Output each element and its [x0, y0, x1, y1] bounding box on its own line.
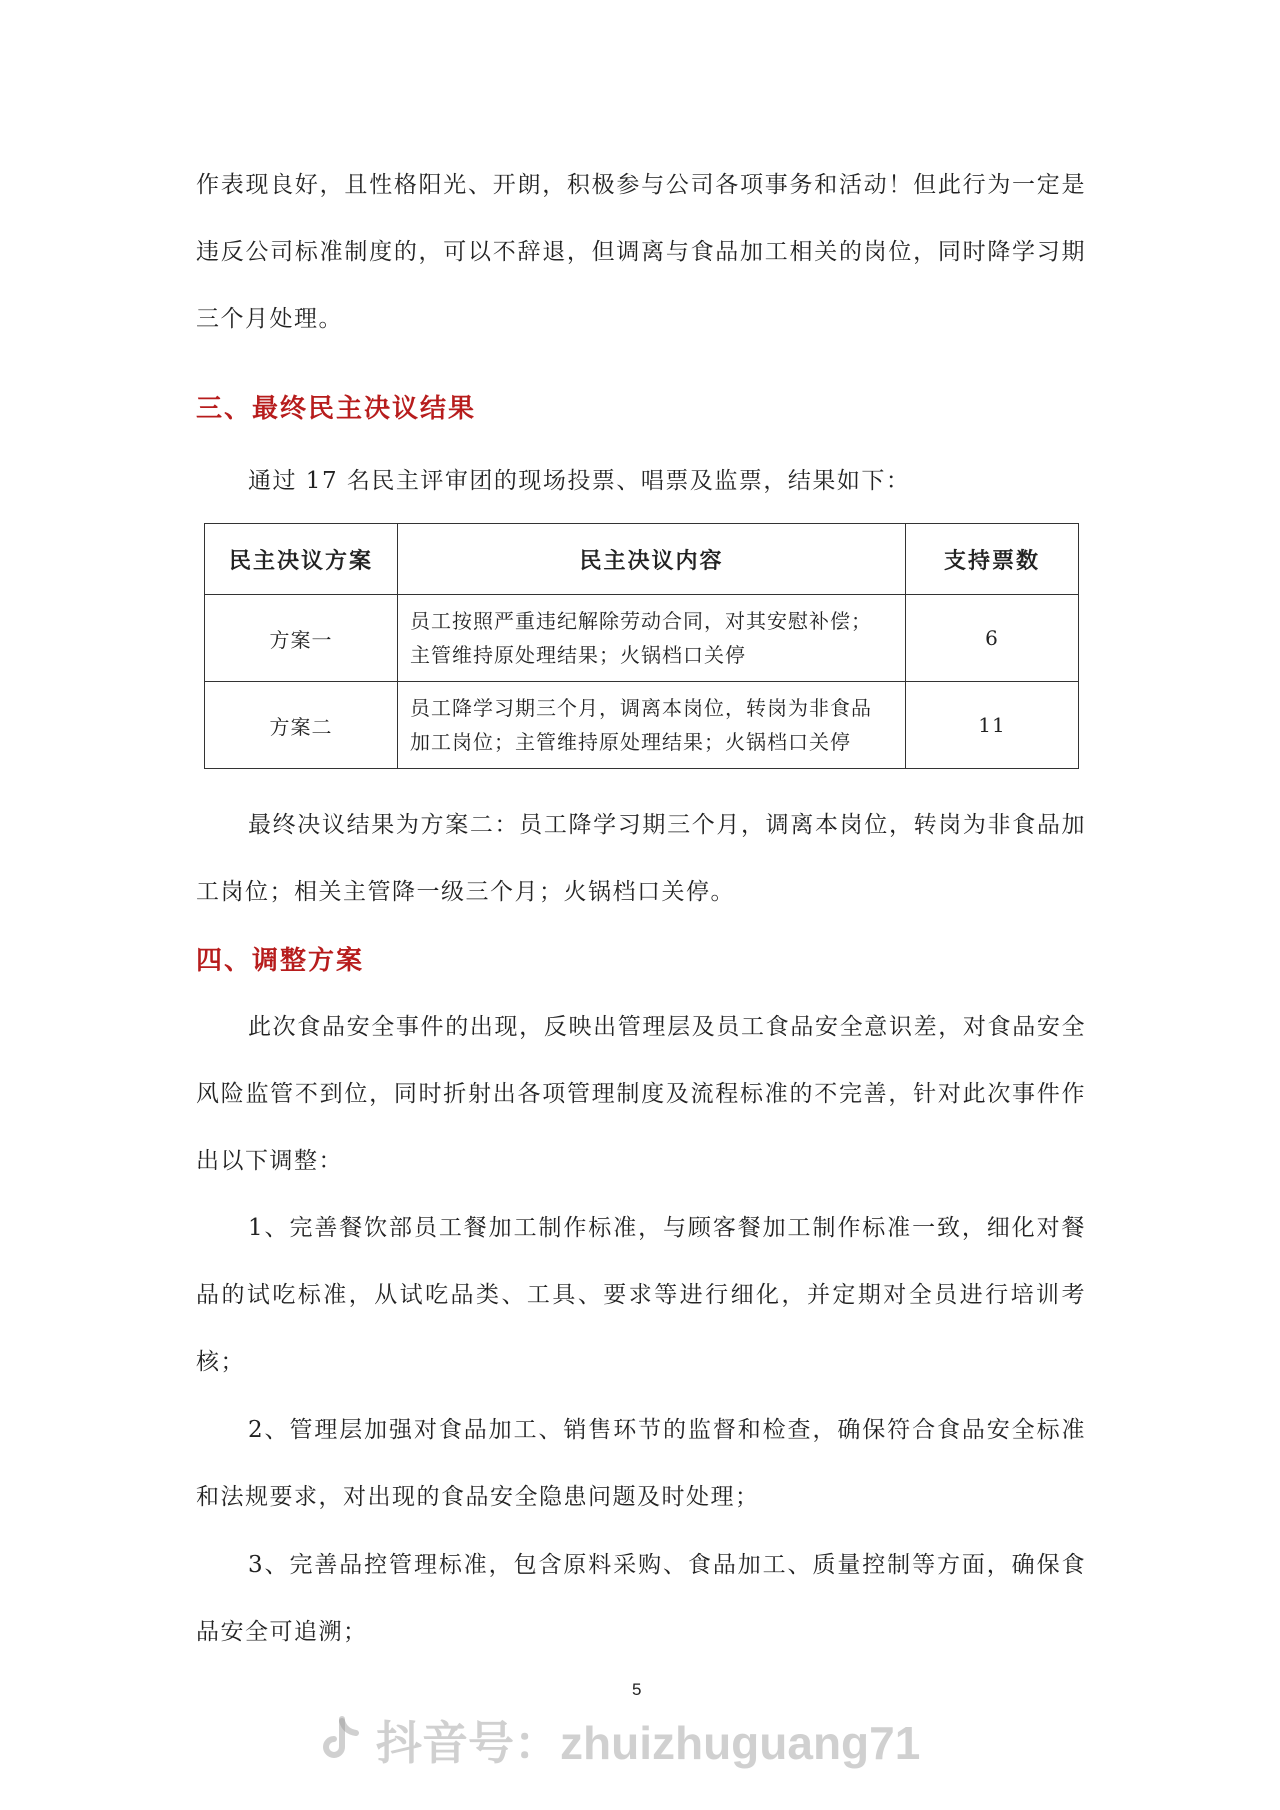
watermark — [318, 1710, 920, 1770]
table-header-plan: 民主决议方案 — [205, 524, 398, 595]
content-line: 员工降学习期三个月，调离本岗位，转岗为非食品 — [410, 696, 872, 720]
paragraph-item-1: 1、完善餐饮部员工餐加工制作标准，与顾客餐加工制作标准一致，细化对餐品的试吃标准，从试吃品类、工具、要求等进行细化，并定期对全员进行培训考核； — [196, 1215, 1086, 1375]
section-heading-4: 四、调整方案 — [196, 946, 365, 976]
table-cell-plan: 方案二 — [205, 682, 398, 769]
table-cell-votes: 6 — [906, 595, 1079, 682]
table-cell-content — [398, 595, 906, 682]
paragraph-item-3: 3、完善品控管理标准，包含原料采购、食品加工、质量控制等方面，确保食品安全可追溯； — [196, 1552, 1086, 1645]
paragraph-adjustment-intro: 此次食品安全事件的出现，反映出管理层及员工食品安全意识差，对食品安全风险监管不到位，同时折射出各项管理制度及流程标准的不完善，针对此次事件作出以下调整： — [196, 1014, 1086, 1174]
watermark-text: 抖音号：zhuizhuguang71 — [376, 1717, 921, 1769]
table-row — [205, 595, 1079, 682]
table-header-row — [205, 524, 1079, 595]
content-line: 员工按照严重违纪解除劳动合同，对其安慰补偿； — [410, 609, 872, 633]
table-cell-votes: 11 — [906, 682, 1079, 769]
vote-results-table — [204, 523, 1079, 769]
content-line: 加工岗位；主管维持原处理结果；火锅档口关停 — [410, 730, 851, 754]
paragraph-continuation: 作表现良好，且性格阳光、开朗，积极参与公司各项事务和活动！但此行为一定是违反公司标准制度的，可以不辞退，但调离与食品加工相关的岗位，同时降学习期三个月处理。 — [196, 172, 1086, 332]
douyin-logo-icon — [318, 1715, 362, 1765]
table-header-votes: 支持票数 — [906, 524, 1079, 595]
paragraph-vote-intro: 通过 17 名民主评审团的现场投票、唱票及监票，结果如下： — [248, 468, 911, 494]
table-cell-content — [398, 682, 906, 769]
paragraph-item-2: 2、管理层加强对食品加工、销售环节的监督和检查，确保符合食品安全标准和法规要求，对出现的食品安全隐患问题及时处理； — [196, 1417, 1086, 1510]
page-number: 5 — [632, 1680, 642, 1699]
table-cell-plan: 方案一 — [205, 595, 398, 682]
section-heading-3: 三、最终民主决议结果 — [196, 394, 477, 424]
table-row — [205, 682, 1079, 769]
content-line: 主管维持原处理结果；火锅档口关停 — [410, 643, 746, 667]
table-header-content: 民主决议内容 — [398, 524, 906, 595]
paragraph-final-result: 最终决议结果为方案二：员工降学习期三个月，调离本岗位，转岗为非食品加工岗位；相关主管降一级三个月；火锅档口关停。 — [196, 812, 1086, 905]
